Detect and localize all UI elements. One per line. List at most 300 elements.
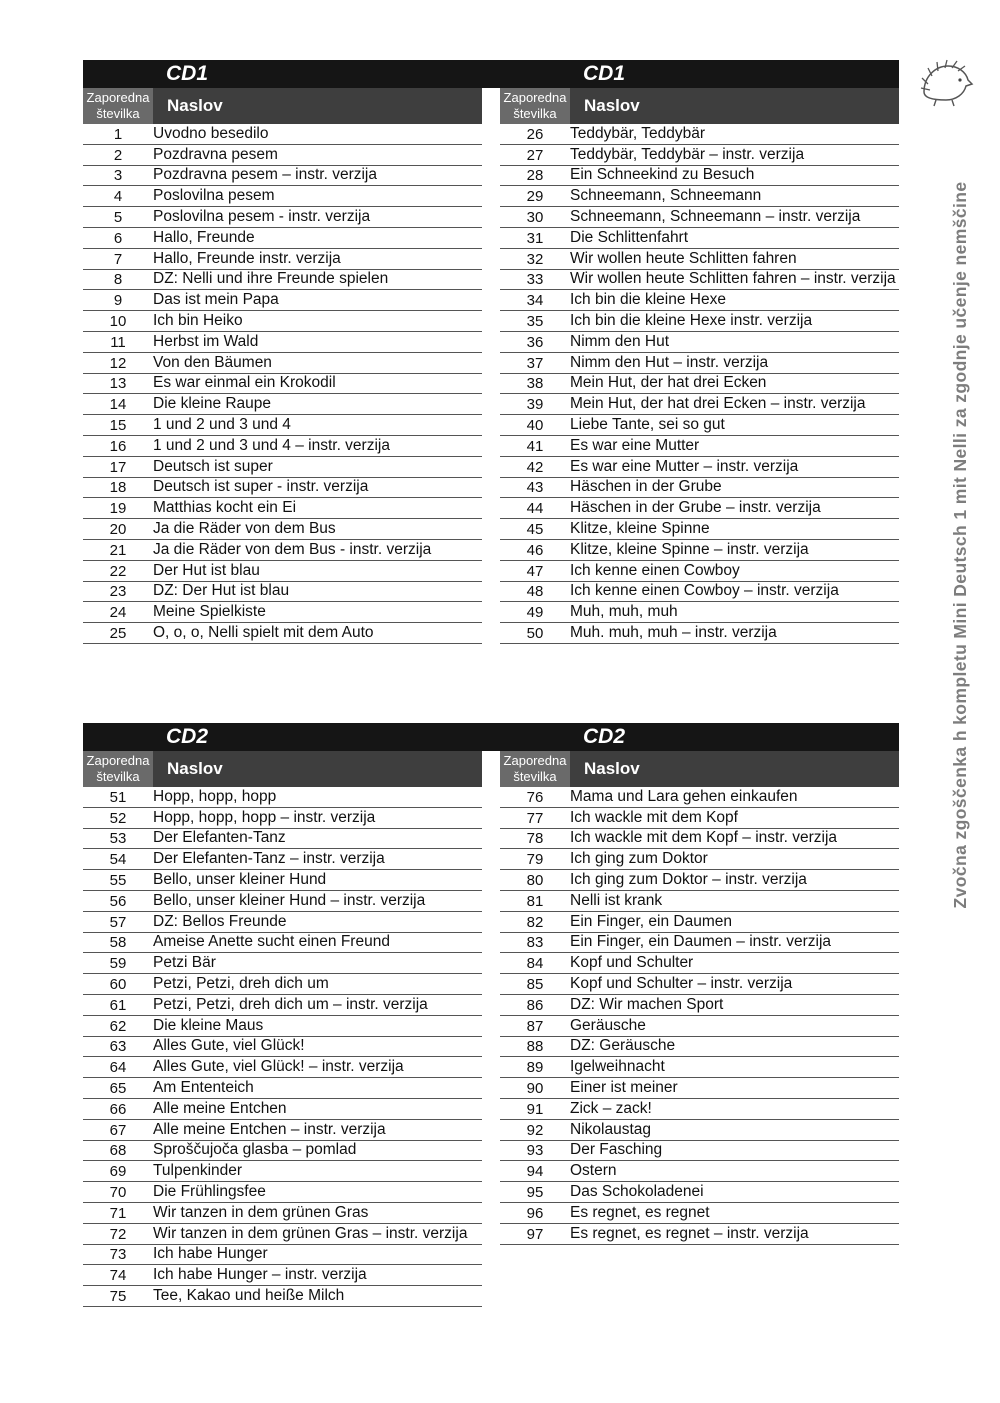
track-number: 94 <box>526 1163 544 1181</box>
track-title: Alles Gute, viel Glück! – instr. verzija <box>153 1058 404 1076</box>
track-number: 25 <box>109 624 127 642</box>
track-title: Ich bin Heiko <box>153 311 243 329</box>
cd2-right-table <box>500 751 899 1245</box>
track-title: Wir wollen heute Schlitten fahren <box>570 249 797 267</box>
track-title: Der Elefanten-Tanz <box>153 829 286 847</box>
track-row <box>83 478 482 499</box>
track-number: 65 <box>109 1079 127 1097</box>
track-title: Poslovilna pesem - instr. verzija <box>153 207 371 225</box>
track-number: 81 <box>526 892 544 910</box>
track-number: 80 <box>526 871 544 889</box>
cd1-tracklist <box>83 60 899 642</box>
track-number: 42 <box>526 458 544 476</box>
track-row <box>83 933 482 954</box>
hedgehog-logo-icon <box>918 58 974 108</box>
track-number: 38 <box>526 375 544 393</box>
track-title: Ich bin die kleine Hexe instr. verzija <box>570 311 813 329</box>
track-title: Klitze, kleine Spinne <box>570 519 710 537</box>
track-number: 56 <box>109 892 127 910</box>
track-number: 23 <box>109 583 127 601</box>
track-title: Igelweihnacht <box>570 1058 665 1076</box>
track-row <box>83 1037 482 1058</box>
track-row <box>500 207 899 228</box>
track-number: 55 <box>109 871 127 889</box>
track-title: Häschen in der Grube <box>570 478 722 496</box>
track-row <box>500 478 899 499</box>
track-title: Ostern <box>570 1162 617 1180</box>
track-number: 83 <box>526 934 544 952</box>
header-title-label: Naslov <box>153 751 482 787</box>
track-title: Wir wollen heute Schlitten fahren – instr. verzija <box>570 270 896 288</box>
track-row <box>83 498 482 519</box>
track-row <box>83 166 482 187</box>
track-row <box>500 249 899 270</box>
table-header <box>83 88 482 124</box>
track-number: 54 <box>109 851 127 869</box>
track-number: 40 <box>526 416 544 434</box>
track-number: 62 <box>109 1017 127 1035</box>
track-number: 9 <box>113 292 123 310</box>
track-row <box>83 870 482 891</box>
track-title: Einer ist meiner <box>570 1078 678 1096</box>
cd1-right-table <box>500 88 899 644</box>
track-row <box>83 519 482 540</box>
track-number: 87 <box>526 1017 544 1035</box>
track-number: 22 <box>109 562 127 580</box>
track-title: Liebe Tante, sei so gut <box>570 415 725 433</box>
track-title: Tulpenkinder <box>153 1162 243 1180</box>
track-row <box>500 870 899 891</box>
track-row <box>500 1120 899 1141</box>
track-row <box>500 561 899 582</box>
track-number: 20 <box>109 520 127 538</box>
track-row <box>83 1224 482 1245</box>
track-row <box>83 582 482 603</box>
track-number: 2 <box>113 146 123 164</box>
track-number: 74 <box>109 1267 127 1285</box>
cd2-title-right: CD2 <box>583 725 626 748</box>
track-number: 30 <box>526 208 544 226</box>
track-number: 49 <box>526 604 544 622</box>
header-number-label: Zaporedna številka <box>83 88 153 124</box>
track-row <box>500 995 899 1016</box>
track-title: Zick – zack! <box>570 1099 652 1117</box>
track-row <box>83 1057 482 1078</box>
track-row <box>500 353 899 374</box>
track-row <box>83 1182 482 1203</box>
track-row <box>500 228 899 249</box>
track-number: 79 <box>526 851 544 869</box>
track-row <box>83 249 482 270</box>
track-row <box>500 1182 899 1203</box>
track-row <box>500 1099 899 1120</box>
track-row <box>83 1245 482 1266</box>
track-number: 76 <box>526 788 544 806</box>
track-number: 67 <box>109 1121 127 1139</box>
track-row <box>500 332 899 353</box>
track-row <box>500 829 899 850</box>
track-row <box>83 207 482 228</box>
track-row <box>500 519 899 540</box>
track-row <box>500 498 899 519</box>
track-row <box>83 186 482 207</box>
track-title: Die kleine Maus <box>153 1016 264 1034</box>
track-number: 69 <box>109 1163 127 1181</box>
track-number: 21 <box>109 541 127 559</box>
track-number: 1 <box>113 125 123 143</box>
track-row <box>500 1078 899 1099</box>
track-number: 37 <box>526 354 544 372</box>
track-title: DZ: Nelli und ihre Freunde spielen <box>153 270 389 288</box>
track-number: 43 <box>526 479 544 497</box>
track-title: Am Ententeich <box>153 1078 254 1096</box>
track-title: Uvodno besedilo <box>153 124 269 142</box>
track-number: 91 <box>526 1100 544 1118</box>
track-row <box>500 1224 899 1245</box>
track-number: 35 <box>526 312 544 330</box>
track-title: 1 und 2 und 3 und 4 – instr. verzija <box>153 436 390 454</box>
track-title: Ich habe Hunger – instr. verzija <box>153 1266 367 1284</box>
track-row <box>500 891 899 912</box>
header-title-label: Naslov <box>570 751 899 787</box>
track-title: Der Fasching <box>570 1141 663 1159</box>
track-number: 58 <box>109 934 127 952</box>
track-number: 24 <box>109 604 127 622</box>
track-title: Tee, Kakao und heiße Milch <box>153 1286 345 1304</box>
track-number: 71 <box>109 1204 127 1222</box>
track-title: Ich wackle mit dem Kopf <box>570 808 738 826</box>
track-title: Ich kenne einen Cowboy – instr. verzija <box>570 582 839 600</box>
track-title: Hopp, hopp, hopp – instr. verzija <box>153 808 376 826</box>
track-title: Meine Spielkiste <box>153 603 266 621</box>
track-number: 60 <box>109 975 127 993</box>
track-number: 28 <box>526 167 544 185</box>
track-row <box>500 540 899 561</box>
track-number: 27 <box>526 146 544 164</box>
track-row <box>83 602 482 623</box>
track-title: Ich kenne einen Cowboy <box>570 561 740 579</box>
track-title: Petzi Bär <box>153 954 216 972</box>
track-row <box>500 124 899 145</box>
track-row <box>83 1161 482 1182</box>
track-number: 17 <box>109 458 127 476</box>
track-number: 64 <box>109 1059 127 1077</box>
track-number: 78 <box>526 830 544 848</box>
track-row <box>83 124 482 145</box>
track-title: DZ: Der Hut ist blau <box>153 582 290 600</box>
track-row <box>83 394 482 415</box>
track-number: 5 <box>113 208 123 226</box>
track-title: Petzi, Petzi, dreh dich um – instr. verzija <box>153 995 428 1013</box>
track-title: Mama und Lara gehen einkaufen <box>570 787 798 805</box>
track-number: 63 <box>109 1038 127 1056</box>
cd1-left-table <box>83 88 482 644</box>
track-number: 89 <box>526 1059 544 1077</box>
track-row <box>500 953 899 974</box>
track-row <box>83 540 482 561</box>
track-number: 33 <box>526 271 544 289</box>
track-row <box>500 1161 899 1182</box>
track-number: 84 <box>526 955 544 973</box>
track-row <box>83 332 482 353</box>
track-title: Petzi, Petzi, dreh dich um <box>153 974 329 992</box>
track-number: 16 <box>109 437 127 455</box>
track-row <box>500 849 899 870</box>
track-row <box>500 374 899 395</box>
track-row <box>500 602 899 623</box>
track-row <box>500 145 899 166</box>
track-title: DZ: Wir machen Sport <box>570 995 724 1013</box>
track-row <box>500 974 899 995</box>
track-title: Ich ging zum Doktor <box>570 850 708 868</box>
track-row <box>500 394 899 415</box>
track-number: 13 <box>109 375 127 393</box>
track-row <box>83 353 482 374</box>
table-header <box>500 751 899 787</box>
track-row <box>500 186 899 207</box>
track-title: Es war eine Mutter – instr. verzija <box>570 457 799 475</box>
track-number: 92 <box>526 1121 544 1139</box>
track-row <box>500 1037 899 1058</box>
track-title: Deutsch ist super <box>153 457 273 475</box>
track-number: 15 <box>109 416 127 434</box>
track-number: 6 <box>113 229 123 247</box>
track-row <box>500 808 899 829</box>
table-header <box>500 88 899 124</box>
track-title: Muh, muh, muh <box>570 603 678 621</box>
track-title: Ameise Anette sucht einen Freund <box>153 933 390 951</box>
track-row <box>83 311 482 332</box>
track-title: Es war einmal ein Krokodil <box>153 374 336 392</box>
track-number: 11 <box>110 333 126 351</box>
track-number: 4 <box>113 188 123 206</box>
track-title: Herbst im Wald <box>153 332 259 350</box>
track-number: 51 <box>109 788 127 806</box>
track-title: Muh. muh, muh – instr. verzija <box>570 623 777 641</box>
track-number: 50 <box>526 624 544 642</box>
track-number: 48 <box>526 583 544 601</box>
track-number: 86 <box>526 996 544 1014</box>
track-title: Nimm den Hut – instr. verzija <box>570 353 769 371</box>
track-title: Das ist mein Papa <box>153 291 279 309</box>
track-row <box>83 415 482 436</box>
track-title: Alle meine Entchen – instr. verzija <box>153 1120 386 1138</box>
track-row <box>83 290 482 311</box>
track-title: Die kleine Raupe <box>153 395 272 413</box>
track-row <box>83 912 482 933</box>
track-title: Ich wackle mit dem Kopf – instr. verzija <box>570 829 838 847</box>
track-number: 95 <box>526 1183 544 1201</box>
track-row <box>83 1078 482 1099</box>
track-row <box>500 270 899 291</box>
track-title: Hallo, Freunde <box>153 228 255 246</box>
track-row <box>500 787 899 808</box>
track-number: 10 <box>109 312 127 330</box>
track-title: Bello, unser kleiner Hund – instr. verzija <box>153 891 426 909</box>
cd1-title-bar <box>83 60 899 88</box>
track-title: Hopp, hopp, hopp <box>153 787 277 805</box>
track-number: 70 <box>109 1183 127 1201</box>
track-row <box>83 1141 482 1162</box>
cd1-title-left: CD1 <box>166 62 209 85</box>
track-number: 59 <box>109 955 127 973</box>
track-title: Pozdravna pesem – instr. verzija <box>153 166 377 184</box>
track-number: 12 <box>109 354 127 372</box>
track-number: 61 <box>109 996 127 1014</box>
cd1-title-right: CD1 <box>583 62 626 85</box>
track-title: Die Schlittenfahrt <box>570 228 689 246</box>
track-title: Deutsch ist super - instr. verzija <box>153 478 369 496</box>
track-number: 44 <box>526 500 544 518</box>
track-title: Bello, unser kleiner Hund <box>153 870 327 888</box>
track-title: Ja die Räder von dem Bus - instr. verzija <box>153 540 432 558</box>
track-title: Die Frühlingsfee <box>153 1182 266 1200</box>
track-row <box>83 457 482 478</box>
track-title: Der Elefanten-Tanz – instr. verzija <box>153 850 385 868</box>
track-title: Von den Bäumen <box>153 353 272 371</box>
track-title: O, o, o, Nelli spielt mit dem Auto <box>153 623 374 641</box>
track-title: Nimm den Hut <box>570 332 670 350</box>
track-row <box>83 808 482 829</box>
track-row <box>500 290 899 311</box>
track-number: 52 <box>109 809 127 827</box>
cd2-tracklist <box>83 723 899 1305</box>
track-number: 34 <box>526 292 544 310</box>
track-row <box>83 436 482 457</box>
track-number: 36 <box>526 333 544 351</box>
track-title: 1 und 2 und 3 und 4 <box>153 415 291 433</box>
track-title: Ich bin die kleine Hexe <box>570 291 726 309</box>
track-row <box>83 374 482 395</box>
track-number: 3 <box>113 167 123 185</box>
track-title: Häschen in der Grube – instr. verzija <box>570 499 821 517</box>
track-title: Wir tanzen in dem grünen Gras <box>153 1203 369 1221</box>
track-title: Nelli ist krank <box>570 891 663 909</box>
track-number: 57 <box>109 913 127 931</box>
track-row <box>500 1141 899 1162</box>
track-title: Pozdravna pesem <box>153 145 278 163</box>
track-number: 39 <box>526 396 544 414</box>
track-title: Teddybär, Teddybär – instr. verzija <box>570 145 805 163</box>
cd2-title-bar <box>83 723 899 751</box>
track-title: Es regnet, es regnet <box>570 1203 710 1221</box>
track-number: 75 <box>109 1287 127 1305</box>
track-title: Sproščujoča glasba – pomlad <box>153 1141 357 1159</box>
track-title: Das Schokoladenei <box>570 1182 704 1200</box>
track-number: 66 <box>109 1100 127 1118</box>
track-title: Wir tanzen in dem grünen Gras – instr. verzija <box>153 1224 468 1242</box>
track-row <box>83 787 482 808</box>
track-title: DZ: Geräusche <box>570 1037 676 1055</box>
track-row <box>83 1120 482 1141</box>
track-title: Teddybär, Teddybär <box>570 124 706 142</box>
track-number: 29 <box>526 188 544 206</box>
track-title: Kopf und Schulter <box>570 954 694 972</box>
track-row <box>83 1265 482 1286</box>
track-title: Ein Finger, ein Daumen – instr. verzija <box>570 933 832 951</box>
track-title: Hallo, Freunde instr. verzija <box>153 249 341 267</box>
track-number: 96 <box>526 1204 544 1222</box>
track-title: Mein Hut, der hat drei Ecken <box>570 374 767 392</box>
track-row <box>500 912 899 933</box>
track-row <box>500 311 899 332</box>
track-row <box>83 829 482 850</box>
track-number: 97 <box>526 1225 544 1243</box>
track-row <box>83 891 482 912</box>
track-number: 77 <box>526 809 544 827</box>
track-title: Alle meine Entchen <box>153 1099 287 1117</box>
track-row <box>500 623 899 644</box>
track-title: Schneemann, Schneemann – instr. verzija <box>570 207 861 225</box>
track-title: Ich ging zum Doktor – instr. verzija <box>570 870 807 888</box>
track-row <box>500 582 899 603</box>
track-row <box>500 457 899 478</box>
track-row <box>83 974 482 995</box>
track-row <box>500 1203 899 1224</box>
track-row <box>83 1286 482 1307</box>
track-number: 47 <box>526 562 544 580</box>
header-number-label: Zaporedna številka <box>500 88 570 124</box>
track-title: Geräusche <box>570 1016 646 1034</box>
side-caption: Zvočna zgoščenka h kompletu Mini Deutsch 1 mit Nelli za zgodnje učenje nemščine <box>950 181 970 909</box>
track-number: 7 <box>113 250 123 268</box>
track-row <box>500 436 899 457</box>
header-title-label: Naslov <box>153 88 482 124</box>
track-number: 32 <box>526 250 544 268</box>
track-number: 31 <box>526 229 544 247</box>
track-row <box>83 1099 482 1120</box>
track-row <box>83 270 482 291</box>
track-row <box>83 953 482 974</box>
track-row <box>83 849 482 870</box>
track-row <box>500 933 899 954</box>
track-number: 14 <box>109 396 127 414</box>
track-number: 53 <box>109 830 127 848</box>
track-title: Der Hut ist blau <box>153 561 260 579</box>
track-title: Ein Schneekind zu Besuch <box>570 166 755 184</box>
track-title: Nikolaustag <box>570 1120 651 1138</box>
track-row <box>500 415 899 436</box>
track-number: 19 <box>109 500 127 518</box>
track-row <box>500 1016 899 1037</box>
track-number: 68 <box>109 1142 127 1160</box>
track-row <box>83 623 482 644</box>
track-title: Ich habe Hunger <box>153 1245 268 1263</box>
track-number: 90 <box>526 1079 544 1097</box>
track-number: 73 <box>109 1246 127 1264</box>
track-title: Matthias kocht ein Ei <box>153 499 297 517</box>
track-number: 85 <box>526 975 544 993</box>
track-row <box>83 561 482 582</box>
track-number: 8 <box>113 271 123 289</box>
header-title-label: Naslov <box>570 88 899 124</box>
track-number: 93 <box>526 1142 544 1160</box>
track-number: 41 <box>526 437 544 455</box>
track-title: Ein Finger, ein Daumen <box>570 912 732 930</box>
track-row <box>500 166 899 187</box>
track-row <box>83 1016 482 1037</box>
track-number: 26 <box>526 125 544 143</box>
track-title: Ja die Räder von dem Bus <box>153 519 336 537</box>
track-number: 18 <box>109 479 127 497</box>
track-number: 88 <box>526 1038 544 1056</box>
track-title: Es war eine Mutter <box>570 436 700 454</box>
track-row <box>83 145 482 166</box>
track-title: Poslovilna pesem <box>153 187 275 205</box>
track-title: Mein Hut, der hat drei Ecken – instr. verzija <box>570 395 866 413</box>
track-title: Alles Gute, viel Glück! <box>153 1037 305 1055</box>
track-row <box>83 228 482 249</box>
